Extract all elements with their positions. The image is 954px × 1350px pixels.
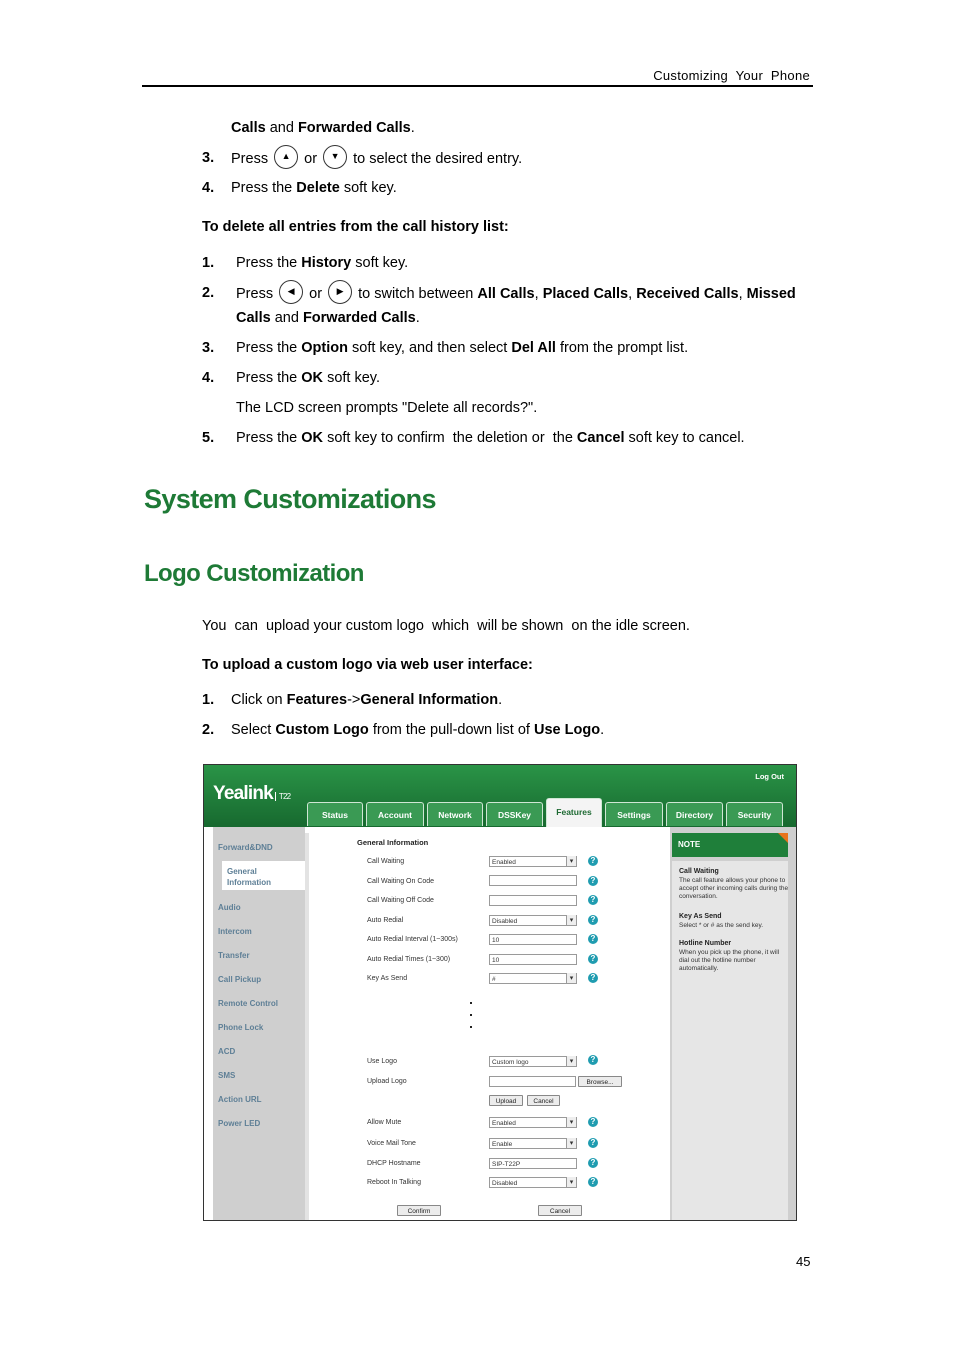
field-label: Reboot In Talking: [367, 1179, 421, 1186]
sidebar-item-intercom[interactable]: Intercom: [218, 927, 252, 936]
step-number: 4.: [202, 180, 215, 196]
reboot-in-talking-select[interactable]: Disabled ▾: [489, 1177, 577, 1188]
sidebar-item-forward-dnd[interactable]: Forward&DND: [218, 843, 273, 852]
help-icon[interactable]: ?: [588, 856, 598, 866]
auto-redial-select[interactable]: Disabled ▾: [489, 915, 577, 926]
sidebar-item-remote-control[interactable]: Remote Control: [218, 999, 278, 1008]
section-heading: General Information: [357, 838, 429, 847]
placed-calls-text: Placed Calls: [542, 285, 629, 302]
comma: ,: [534, 285, 539, 302]
option-key-text: Option: [301, 340, 348, 356]
features-text: Features: [286, 692, 348, 708]
tab-settings[interactable]: Settings: [605, 802, 663, 826]
ellipsis-dot: [470, 1002, 472, 1004]
lcd-prompt-text: The LCD screen prompts "Delete all records?".: [236, 400, 538, 416]
section-title: System Customizations: [144, 484, 436, 514]
step-number: 2.: [202, 285, 215, 301]
intro-text: You can upload your custom logo which will be shown on the idle screen.: [202, 618, 690, 634]
comma: ,: [738, 285, 743, 302]
brand-text: Yealink: [213, 783, 273, 804]
comma: ,: [628, 285, 633, 302]
note-title: Call Waiting: [679, 868, 719, 875]
note-text: The call feature allows your phone to accept other incoming calls during the conversation.: [679, 877, 789, 900]
step-text: [236, 284, 796, 304]
history-key-text: History: [301, 255, 352, 271]
auto-redial-interval-input[interactable]: 10: [489, 934, 577, 945]
step-number: 1.: [202, 692, 215, 708]
forwarded-calls-text: Forwarded Calls: [297, 120, 411, 136]
custom-logo-text: Custom Logo: [275, 722, 369, 738]
allow-mute-select[interactable]: Enabled ▾: [489, 1117, 577, 1128]
note-header: NOTE: [672, 833, 788, 857]
field-label: DHCP Hostname: [367, 1160, 421, 1167]
pre-text: Select: [231, 722, 272, 738]
up-glyph: ▲: [281, 151, 291, 161]
right-glyph: ▶: [336, 286, 344, 296]
arrow-text: ->: [347, 692, 361, 708]
sidebar-item-general[interactable]: General: [227, 867, 257, 876]
step-number: 2.: [202, 722, 215, 738]
down-key-icon: [323, 145, 347, 169]
all-calls-text: All Calls: [477, 285, 535, 302]
period: .: [415, 310, 420, 326]
note-title: Key As Send: [679, 913, 722, 920]
logout-link[interactable]: Log Out: [755, 772, 784, 781]
running-header: Customizing Your Phone: [653, 68, 810, 83]
left-key-icon: [279, 280, 303, 304]
ellipsis-dot: [470, 1026, 472, 1028]
upload-cancel-button[interactable]: Cancel: [527, 1095, 560, 1106]
auto-redial-times-input[interactable]: 10: [489, 954, 577, 965]
calls-text: Calls: [236, 310, 271, 326]
field-label: Use Logo: [367, 1058, 397, 1065]
delete-key-text: Delete: [296, 180, 340, 196]
note-corner-decoration: [778, 833, 788, 843]
help-icon[interactable]: ?: [588, 1158, 598, 1168]
help-icon[interactable]: ?: [588, 973, 598, 983]
step-text-cont: [236, 309, 420, 327]
press-text: Press: [236, 285, 274, 302]
sidebar-item-information[interactable]: Information: [227, 878, 271, 887]
voice-mail-tone-select[interactable]: Enable ▾: [489, 1138, 577, 1149]
sidebar-item-sms[interactable]: SMS: [218, 1071, 236, 1080]
ok-key-text: OK: [301, 430, 324, 446]
del-all-text: Del All: [511, 340, 556, 356]
field-label: Allow Mute: [367, 1119, 402, 1126]
call-waiting-off-code-input[interactable]: [489, 895, 577, 906]
ellipsis-dot: [470, 1014, 472, 1016]
upload-heading: To upload a custom logo via web user interface:: [202, 657, 533, 673]
key-as-send-select[interactable]: # ▾: [489, 973, 577, 984]
left-glyph: ◀: [287, 286, 295, 296]
field-label: Upload Logo: [367, 1078, 407, 1085]
confirm-button[interactable]: Confirm: [397, 1205, 441, 1216]
or-text: or: [304, 150, 318, 167]
cancel-button[interactable]: Cancel: [538, 1205, 582, 1216]
post-text: soft key.: [327, 370, 380, 386]
period: .: [410, 120, 415, 136]
step-text: [236, 339, 688, 357]
general-info-text: General Information: [360, 692, 499, 708]
help-icon[interactable]: ?: [588, 1055, 598, 1065]
subsection-title: Logo Customization: [144, 560, 364, 587]
help-icon[interactable]: ?: [588, 1138, 598, 1148]
sidebar-item-call-pickup[interactable]: Call Pickup: [218, 975, 262, 984]
tab-dsskey[interactable]: DSSKey: [486, 802, 543, 826]
call-waiting-on-code-input[interactable]: [489, 875, 577, 886]
mid-text: soft key to confirm the deletion or the: [327, 430, 573, 446]
pre-text: Press the: [236, 370, 298, 386]
step-number: 1.: [202, 255, 215, 271]
calls-text: Calls: [231, 120, 266, 136]
cancel-key-text: Cancel: [576, 430, 625, 446]
field-label: Call Waiting: [367, 858, 405, 865]
step-text: [231, 721, 604, 739]
browse-button[interactable]: Browse...: [578, 1076, 622, 1087]
upload-button[interactable]: Upload: [489, 1095, 523, 1106]
field-label: Call Waiting Off Code: [367, 897, 434, 904]
tab-security[interactable]: Security: [726, 802, 783, 826]
received-calls-text: Received Calls: [636, 285, 739, 302]
model-text: T22: [275, 792, 290, 801]
post-text: from the prompt list.: [559, 340, 689, 356]
step-number: 3.: [202, 340, 215, 356]
sidebar-item-phone-lock[interactable]: Phone Lock: [218, 1023, 264, 1032]
note-title: Hotline Number: [679, 940, 732, 947]
post-text: soft key.: [343, 180, 397, 196]
up-key-icon: [274, 145, 298, 169]
step-number: 4.: [202, 370, 215, 386]
pre-text: Press the: [236, 255, 298, 271]
help-icon[interactable]: ?: [588, 1117, 598, 1127]
mid-text: from the pull-down list of: [372, 722, 530, 738]
note-text: Select * or # as the send key.: [679, 922, 764, 929]
help-icon[interactable]: ?: [588, 895, 598, 905]
step-text: [236, 254, 408, 272]
help-icon[interactable]: ?: [588, 954, 598, 964]
sidebar-item-power-led[interactable]: Power LED: [218, 1119, 261, 1128]
field-label: Voice Mail Tone: [367, 1140, 416, 1147]
sidebar-item-acd[interactable]: ACD: [218, 1047, 236, 1056]
step-text: [236, 369, 380, 387]
pre-text: Click on: [231, 692, 283, 708]
dhcp-hostname-input[interactable]: SIP-T22P: [489, 1158, 577, 1169]
ok-key-text: OK: [301, 370, 324, 386]
page-number: 45: [796, 1254, 811, 1269]
yealink-logo: [213, 783, 290, 805]
help-icon[interactable]: ?: [588, 1177, 598, 1187]
step-text: [236, 429, 745, 447]
use-logo-text: Use Logo: [534, 722, 601, 738]
help-icon[interactable]: ?: [588, 876, 598, 886]
pre-text: Press the: [236, 340, 298, 356]
step-text: [231, 691, 502, 709]
step-text: [231, 179, 397, 197]
tab-account[interactable]: Account: [366, 802, 424, 826]
pre-text: Press the: [236, 430, 298, 446]
press-text: Press: [231, 150, 269, 167]
mid-text: soft key, and then select: [352, 340, 508, 356]
period: .: [498, 692, 503, 708]
pre-text: Press the: [231, 180, 293, 196]
period: .: [600, 722, 605, 738]
tab-features[interactable]: Features: [546, 798, 602, 827]
tab-status[interactable]: Status: [307, 802, 363, 826]
upload-logo-path-input[interactable]: [489, 1076, 576, 1087]
use-logo-select[interactable]: Custom logo ▾: [489, 1056, 577, 1067]
post-text: soft key to cancel.: [628, 430, 745, 446]
step-text: [231, 149, 522, 169]
sidebar-item-action-url[interactable]: Action URL: [218, 1095, 262, 1104]
and-text: and: [274, 310, 299, 326]
field-label: Auto Redial Times (1~300): [367, 956, 451, 963]
forwarded-calls-text: Forwarded Calls: [302, 310, 416, 326]
delete-all-heading: To delete all entries from the call history list:: [202, 219, 509, 235]
divider: [305, 833, 309, 1220]
web-ui-screenshot: [203, 764, 797, 1221]
field-label: Key As Send: [367, 975, 408, 982]
help-icon[interactable]: ?: [588, 934, 598, 944]
tab-directory[interactable]: Directory: [666, 802, 723, 826]
rest-text: to select the desired entry.: [353, 150, 523, 167]
mid-text: to switch between: [358, 285, 474, 302]
post-text: soft key.: [355, 255, 409, 271]
and-text: and: [269, 120, 294, 136]
step-number: 3.: [202, 150, 215, 166]
help-icon[interactable]: ?: [588, 915, 598, 925]
step-number: 5.: [202, 430, 215, 446]
field-label: Call Waiting On Code: [367, 878, 435, 885]
or-text: or: [309, 285, 323, 302]
field-label: Auto Redial: [367, 917, 404, 924]
field-label: Auto Redial Interval (1~300s): [367, 936, 458, 943]
right-key-icon: [328, 280, 352, 304]
header-rule: [142, 85, 813, 87]
continuation-line: [231, 119, 415, 137]
sidebar-item-transfer[interactable]: Transfer: [218, 951, 250, 960]
tab-network[interactable]: Network: [427, 802, 483, 826]
down-glyph: ▼: [330, 151, 340, 161]
note-text: When you pick up the phone, it will dial out the hotline number automatically.: [679, 949, 780, 972]
missed-text: Missed: [746, 285, 796, 302]
call-waiting-select[interactable]: Enabled ▾: [489, 856, 577, 867]
sidebar-item-audio[interactable]: Audio: [218, 903, 241, 912]
